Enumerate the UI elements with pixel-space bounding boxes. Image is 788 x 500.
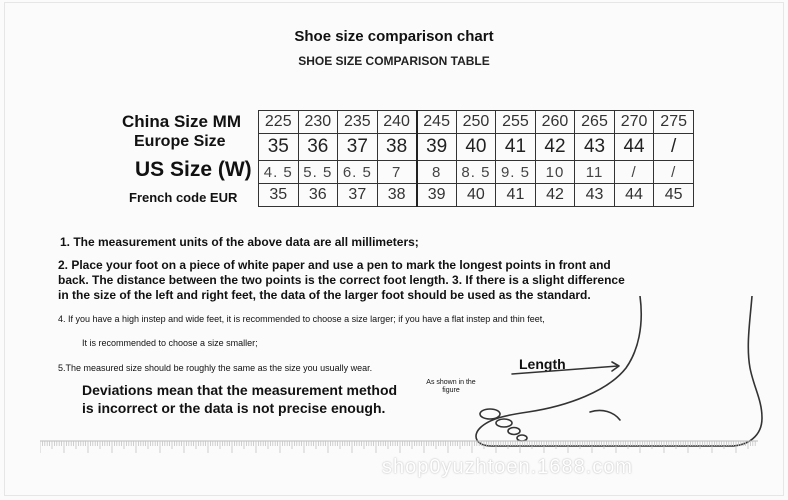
size-cell: 6. 5 xyxy=(338,161,378,184)
size-cell: 5. 5 xyxy=(298,161,338,184)
size-cell: / xyxy=(614,161,654,184)
size-cell: 240 xyxy=(377,111,417,134)
size-cell: 38 xyxy=(377,184,417,207)
size-comparison-table xyxy=(258,110,694,207)
row-label-europe-size: Europe Size xyxy=(134,133,226,150)
ruler-icon xyxy=(40,440,758,454)
size-cell: 8 xyxy=(417,161,457,184)
size-cell: 42 xyxy=(535,184,575,207)
size-cell: 40 xyxy=(456,134,496,161)
size-cell: 36 xyxy=(298,184,338,207)
note-1: 1. The measurement units of the above data are all millimeters; xyxy=(60,235,419,249)
size-cell: 35 xyxy=(259,134,299,161)
size-cell: / xyxy=(654,134,694,161)
size-cell: 9. 5 xyxy=(496,161,536,184)
note-4-line-2: It is recommended to choose a size smaller; xyxy=(82,338,258,348)
size-cell: 4. 5 xyxy=(259,161,299,184)
size-cell: 38 xyxy=(377,134,417,161)
size-row-us-size-w xyxy=(259,161,694,184)
size-cell: 44 xyxy=(614,184,654,207)
size-cell: 260 xyxy=(535,111,575,134)
length-label: Length xyxy=(519,356,566,372)
page-title: Shoe size comparison chart xyxy=(294,28,494,45)
size-cell: 7 xyxy=(377,161,417,184)
size-cell: 265 xyxy=(575,111,615,134)
row-label-french-code: French code EUR xyxy=(129,190,238,205)
size-cell: 44 xyxy=(614,134,654,161)
as-shown-line-2: figure xyxy=(442,387,460,394)
size-cell: 275 xyxy=(654,111,694,134)
note-5: 5.The measured size should be roughly the same as the size you usually wear. xyxy=(58,363,373,373)
note-2-line-3: in the size of the left and right feet, the data of the larger foot should be used as the standard. xyxy=(58,288,591,302)
size-cell: 37 xyxy=(338,134,378,161)
size-cell: 39 xyxy=(417,184,457,207)
row-label-us-size: US Size (W) xyxy=(135,158,252,181)
size-cell: 41 xyxy=(496,134,536,161)
size-cell: 250 xyxy=(456,111,496,134)
size-cell: 35 xyxy=(259,184,299,207)
note-deviation-line-2: is incorrect or the data is not precise enough. xyxy=(82,400,386,416)
page-subtitle: SHOE SIZE COMPARISON TABLE xyxy=(298,54,490,68)
size-row-french-code-eur xyxy=(259,184,694,207)
size-row-europe-size xyxy=(259,134,694,161)
size-cell: 36 xyxy=(298,134,338,161)
size-cell: 11 xyxy=(575,161,615,184)
size-cell: 39 xyxy=(417,134,457,161)
size-cell: 41 xyxy=(496,184,536,207)
size-cell: 270 xyxy=(614,111,654,134)
size-row-china-size-mm xyxy=(259,111,694,134)
row-label-china-size: China Size MM xyxy=(122,112,242,131)
size-cell: 10 xyxy=(535,161,575,184)
size-cell: 42 xyxy=(535,134,575,161)
size-cell: 235 xyxy=(338,111,378,134)
size-cell: 43 xyxy=(575,134,615,161)
size-cell: 245 xyxy=(417,111,457,134)
as-shown-line-1: As shown in the xyxy=(426,379,476,386)
size-cell: 40 xyxy=(456,184,496,207)
size-cell: 225 xyxy=(259,111,299,134)
foot-outline-icon xyxy=(468,296,768,456)
size-cell: 37 xyxy=(338,184,378,207)
size-cell: 230 xyxy=(298,111,338,134)
size-cell: 43 xyxy=(575,184,615,207)
watermark-text: shop0yuzhtoen.1688.com xyxy=(382,456,634,478)
size-cell: / xyxy=(654,161,694,184)
size-cell: 8. 5 xyxy=(456,161,496,184)
size-cell: 255 xyxy=(496,111,536,134)
size-cell: 45 xyxy=(654,184,694,207)
note-deviation-line-1: Deviations mean that the measurement method xyxy=(82,382,398,398)
note-2-line-2: back. The distance between the two points is the correct foot length. 3. If there is a slight difference xyxy=(58,273,625,287)
note-2-line-1: 2. Place your foot on a piece of white paper and use a pen to mark the longest points in front and xyxy=(58,258,611,272)
note-4-line-1: 4. If you have a high instep and wide feet, it is recommended to choose a size larger; if you have a flat instep and thin feet, xyxy=(58,314,545,324)
